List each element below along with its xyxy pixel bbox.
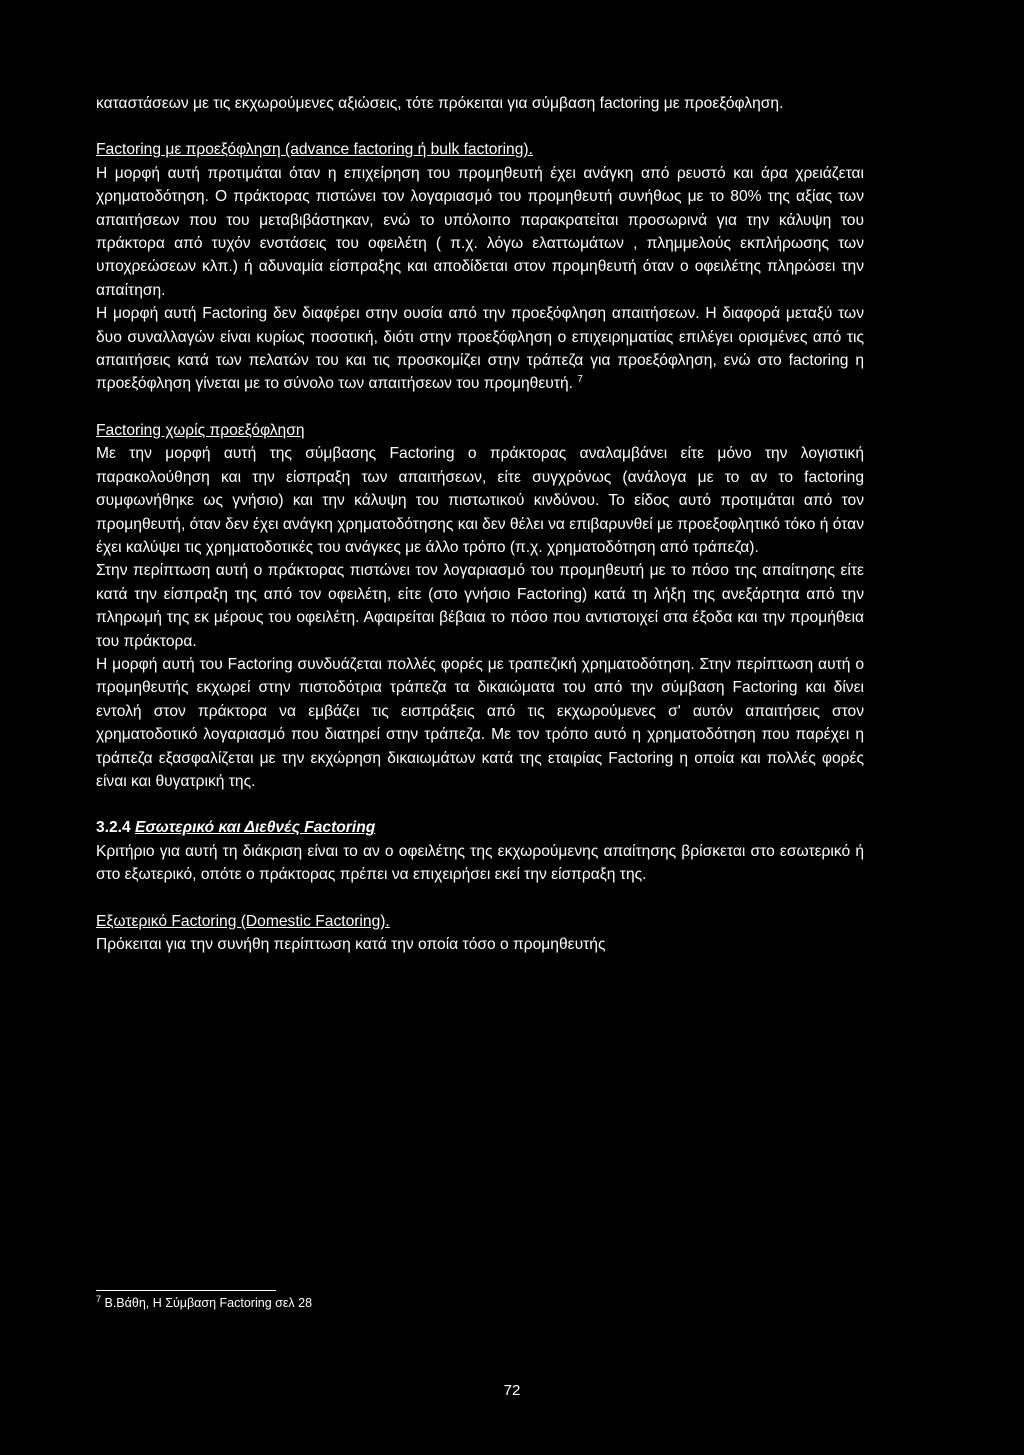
section-title: Εσωτερικό και Διεθνές Factoring — [135, 819, 376, 837]
intro-paragraph: καταστάσεων με τις εκχωρούμενες αξιώσεις, τότε πρόκειται για σύμβαση factoring με προεξόφληση. — [96, 95, 784, 112]
advance-factoring-paragraph-1: Η μορφή αυτή προτιμάται όταν η επιχείρηση του προμηθευτή έχει ανάγκη από ρευστό και άρα χρειάζεται χρηματοδότηση. Ο πράκτορας πιστώνει τον λογαριασμό του προμηθευτή συνήθως με το 80% της αξίας των απαιτήσεων που του μεταβιβάστηκαν, ενώ το υπόλοιπο παρακρατείται προσωρινά για την κάλυψη του πράκτορα από τυχόν ενστάσεις του οφειλέτη ( π.χ. λόγω ελαττωμάτων , πλημμελούς εκπλήρωσης των υποχρεώσεων κλπ.) ή αδυναμία είσπραξης και αποδίδεται στον προμηθευτή όταν ο οφειλέτης πληρώσει την απαίτηση. — [96, 164, 864, 299]
no-advance-factoring-heading: Factoring χωρίς προεξόφληση — [96, 421, 305, 439]
advance-factoring-heading: Factoring με προεξόφληση (advance factoring ή bulk factoring). — [96, 141, 533, 159]
no-advance-paragraph-1: Με την μορφή αυτή της σύμβασης Factoring ο πράκτορας αναλαμβάνει είτε μόνο την λογιστική παρακολούθηση και την είσπραξη των απαιτήσεων, είτε συγχρόνως (ανάλογα με το αν το factoring συμφωνήθηκε ως γνήσιο) και την κάλυψη του πιστωτικού κινδύνου. Το είδος αυτό προτιμάται από τον προμηθευτή, όταν δεν έχει ανάγκη χρηματοδότησης και δεν θέλει να επιβαρυνθεί με προεξοφλητικό τόκο ή όταν έχει καλύψει τις χρηματοδοτικές του ανάγκες με άλλο τρόπο (π.χ. χρηματοδότηση από τράπεζα). — [96, 445, 864, 556]
footnote — [96, 1295, 312, 1311]
advance-factoring-paragraph-2-text: Η μορφή αυτή Factoring δεν διαφέρει στην ουσία από την προεξόφληση απαιτήσεων. Η διαφορά μεταξύ των δυο συναλλαγών είναι κυρίως ποσοτική, διότι στην προεξόφληση ο επιχειρηματίας επιλέγει ορισμένες από τις απαιτήσεις κατά των πελατών του και τις προσκομίζει στην τράπεζα για προεξόφληση, ενώ στο factoring η προεξόφληση γίνεται με το σύνολο των απαιτήσεων του προμηθευτή. — [96, 305, 864, 393]
domestic-factoring-heading: Εξωτερικό Factoring (Domestic Factoring). — [96, 912, 390, 930]
page-number: 72 — [503, 1382, 521, 1399]
footnote-text: Β.Βάθη, Η Σύμβαση Factoring σελ 28 — [104, 1296, 313, 1310]
footnote-reference-mark: 7 — [577, 374, 583, 386]
footnote-mark: 7 — [96, 1293, 102, 1304]
advance-factoring-paragraph-2 — [96, 302, 864, 396]
no-advance-paragraph-3: Η μορφή αυτή του Factoring συνδυάζεται πολλές φορές με τραπεζική χρηματοδότηση. Στην περίπτωση αυτή ο προμηθευτής εκχωρεί στην πιστοδότρια τράπεζα τα δικαιώματα του από την σύμβαση Factoring και δίνει εντολή στον πράκτορα να εμβάζει τις εισπράξεις από τις εκχωρούμενες σ' αυτόν απαιτήσεις στον χρηματοδοτικό λογαριασμό που διατηρεί στην τράπεζα. Με τον τρόπο αυτό η χρηματοδότηση που παρέχει η τράπεζα εξασφαλίζεται με την εκχώρηση δικαιωμάτων κατά της εταιρίας Factoring η οποία και πολλές φορές είναι και θυγατρική της. — [96, 655, 864, 790]
section-number: 3.2.4 — [96, 819, 131, 837]
section-paragraph: Κριτήριο για αυτή τη διάκριση είναι το αν ο οφειλέτης της εκχωρούμενης απαίτησης βρίσκεται στο εσωτερικό ή στο εξωτερικό, οπότε ο πράκτορας πρέπει να επιχειρήσει εκεί την είσπραξη της. — [96, 842, 864, 884]
section-heading — [96, 816, 864, 839]
page-body — [96, 92, 864, 956]
no-advance-paragraph-2: Στην περίπτωση αυτή ο πράκτορας πιστώνει τον λογαριασμό του προμηθευτή με το πόσο της απαίτησης είτε κατά την είσπραξη της από τον οφειλέτη, είτε (στο γνήσιο Factoring) κατά τη λήξη της ανεξάρτητα από την πληρωμή της εκ μέρους του οφειλέτη. Αφαιρείται βέβαια το πόσο που αντιστοιχεί στα έξοδα και την προμήθεια του πράκτορα. — [96, 562, 864, 650]
domestic-factoring-paragraph: Πρόκειται για την συνήθη περίπτωση κατά την οποία τόσο ο προμηθευτής — [96, 936, 606, 953]
footnote-divider — [96, 1290, 276, 1291]
